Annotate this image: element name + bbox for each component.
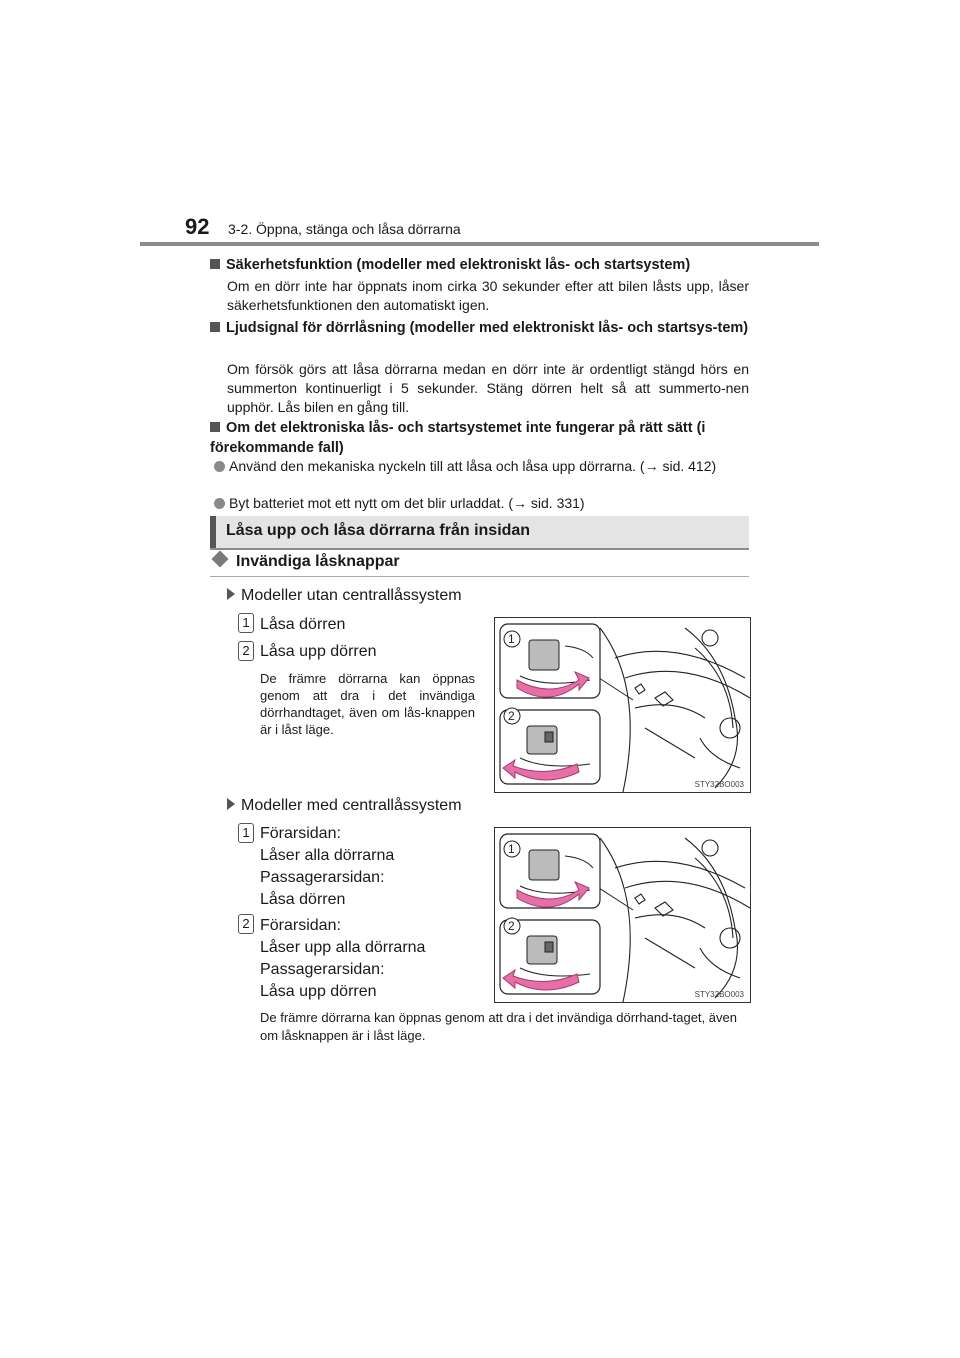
svg-text:1: 1 (508, 842, 515, 856)
section-heading-text: Låsa upp och låsa dörrarna från insidan (226, 522, 531, 539)
svg-text:2: 2 (508, 709, 515, 723)
subsection-heading (214, 553, 400, 571)
model-b-item-1-line-1: Förarsidan: (260, 825, 341, 842)
security-heading-text: Säkerhetsfunktion (modeller med elektroniskt lås- och startsystem) (226, 257, 691, 273)
triangle-bullet-icon (227, 588, 235, 600)
door-lock-illustration-a (494, 617, 751, 793)
model-a-heading (227, 587, 462, 605)
svg-text:1: 1 (508, 632, 515, 646)
square-bullet-icon (210, 422, 220, 432)
subsection-heading-text: Invändiga låsknappar (236, 553, 400, 570)
model-b-item-1-line-2: Låser alla dörrarna (260, 847, 395, 864)
figure-code-a: STY32BO003 (694, 780, 744, 789)
fault-item-2-text: Byt batteriet mot ett nytt om det blir urladdat. (→ sid. 331) (229, 495, 585, 511)
diamond-bullet-icon (212, 551, 229, 568)
number-badge-2: 2 (238, 641, 254, 661)
square-bullet-icon (210, 322, 220, 332)
square-bullet-icon (210, 259, 220, 269)
fault-item-2 (214, 494, 750, 513)
buzzer-heading (210, 318, 750, 338)
fault-item-1 (214, 457, 750, 476)
door-lock-drawing-a (495, 618, 750, 792)
svg-text:2: 2 (508, 919, 515, 933)
model-b-item-2-line-3: Passagerarsidan: (260, 961, 385, 978)
buzzer-heading-text: Ljudsignal för dörrlåsning (modeller med elektroniskt lås- och startsys-tem) (226, 320, 749, 336)
section-heading-bar (210, 516, 749, 550)
page-number: 92 (185, 214, 210, 239)
round-bullet-icon (214, 498, 225, 509)
triangle-bullet-icon (227, 798, 235, 810)
security-text: Om en dörr inte har öppnats inom cirka 30 sekunder efter att bilen låsts upp, låser säkerhetsfunktionen den automatiskt igen. (227, 278, 749, 313)
door-lock-drawing-b (495, 828, 750, 1002)
header-rule (140, 242, 819, 246)
subsection-rule (210, 576, 749, 577)
model-b-item-1-line-3: Passagerarsidan: (260, 869, 385, 886)
fault-heading-text: Om det elektroniska lås- och startsystemet inte fungerar på rätt sätt (i förekommande fall) (210, 420, 706, 456)
model-a-heading-text: Modeller utan centrallåssystem (241, 587, 462, 604)
number-badge-1: 1 (238, 823, 254, 843)
buzzer-text: Om försök görs att låsa dörrarna medan en dörr inte är ordentligt stängd hörs en summerton kontinuerligt i 5 sekunder. Stäng dörren helt så att summerto-nen upphör. Lås bilen en gång till. (227, 361, 749, 415)
number-badge-1: 1 (238, 613, 254, 633)
fault-heading (210, 418, 750, 458)
model-a-item-2: Låsa upp dörren (260, 643, 377, 660)
model-b-item-2-line-1: Förarsidan: (260, 917, 341, 934)
door-lock-illustration-b (494, 827, 751, 1003)
chapter-title: 3-2. Öppna, stänga och låsa dörrarna (228, 221, 461, 237)
fault-item-1-text: Använd den mekaniska nyckeln till att låsa och låsa upp dörrarna. (→ sid. 412) (229, 458, 717, 474)
number-badge-2: 2 (238, 914, 254, 934)
figure-code-b: STY32BO003 (694, 990, 744, 999)
security-heading (210, 255, 750, 275)
model-b-heading-text: Modeller med centrallåssystem (241, 797, 462, 814)
model-b-item-2-line-4: Låsa upp dörren (260, 983, 377, 1000)
model-a-note: De främre dörrarna kan öppnas genom att dra i det invändiga dörrhandtaget, även om lås-knappen är i låst läge. (260, 671, 475, 737)
model-b-item-2-line-2: Låser upp alla dörrarna (260, 939, 426, 956)
section-accent (210, 516, 216, 548)
model-b-item-1-line-4: Låsa dörren (260, 891, 346, 908)
model-b-note: De främre dörrarna kan öppnas genom att dra i det invändiga dörrhand-taget, även om låsknappen är i låst läge. (260, 1010, 737, 1043)
model-a-item-1: Låsa dörren (260, 616, 346, 633)
model-b-heading (227, 797, 462, 815)
round-bullet-icon (214, 461, 225, 472)
